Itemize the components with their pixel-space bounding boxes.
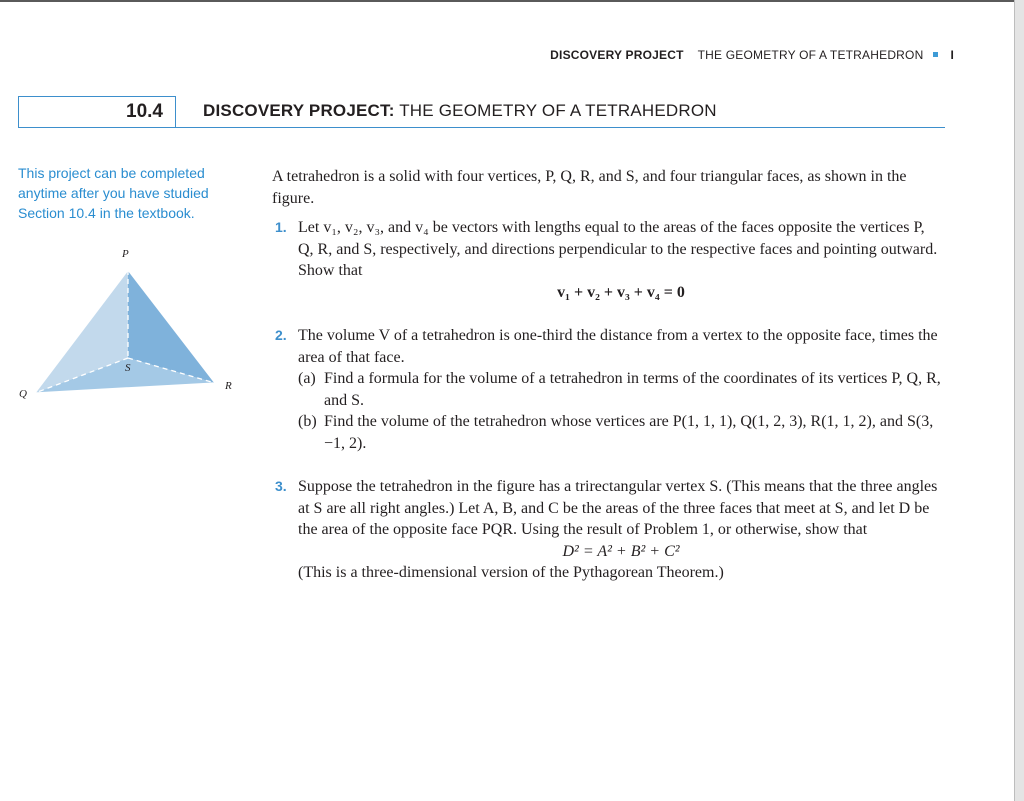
main-content: [272, 166, 944, 584]
running-header: [550, 48, 954, 62]
tetrahedron-figure: [15, 240, 255, 410]
problem-1-text: Let v₁, v₂, v₃, and v₄ be vectors with lengths equal to the areas of the faces opposite the vertices P, Q, R, and S, respectively, and directions perpendicular to the respective faces and pointing outward. Show that: [298, 219, 938, 279]
tetrahedron-svg: [15, 240, 255, 410]
problem-1-number: 1.: [275, 219, 287, 235]
problem-3-number: 3.: [275, 478, 287, 494]
section-title: [203, 101, 717, 121]
problem-2-number: 2.: [275, 327, 287, 343]
vertex-label-p: P: [122, 248, 129, 260]
intro-text: A tetrahedron is a solid with four vertices, P, Q, R, and S, and four triangular faces, as shown in the figure.: [272, 168, 907, 207]
header-project: DISCOVERY PROJECT: [550, 48, 684, 62]
problem-3-equation: D² = A² + B² + C²: [562, 542, 680, 560]
problem-3-text: Suppose the tetrahedron in the figure has a trirectangular vertex S. (This means that the three angles at S are all right angles.) Let A, B, and C be the areas of the three faces that meet at S, and let D be the area of the opposite face PQR. Using the result of Problem 1, or otherwise, show that: [298, 478, 938, 538]
problem-2-text: The volume V of a tetrahedron is one-third the distance from a vertex to the opposite face, times the area of that face.: [298, 327, 938, 366]
problem-3: [272, 476, 944, 584]
margin-note: This project can be completed anytime after you have studied Section 10.4 in the textbook.: [18, 165, 209, 221]
vertex-label-r: R: [225, 380, 232, 392]
problem-2: [272, 325, 944, 454]
part-a-text: Find a formula for the volume of a tetrahedron in terms of the coordinates of its vertices P, Q, R, and S.: [324, 370, 941, 409]
problem-2-part-a: [298, 368, 944, 411]
part-b-text: Find the volume of the tetrahedron whose vertices are P(1, 1, 1), Q(1, 2, 3), R(1, 1, 2), and S(3, −1, 2).: [324, 413, 934, 452]
page-number: I: [950, 48, 954, 62]
part-b-label: (b): [298, 413, 317, 430]
header-title: THE GEOMETRY OF A TETRAHEDRON: [697, 48, 924, 62]
section-label: DISCOVERY PROJECT:: [203, 101, 395, 120]
part-a-label: (a): [298, 370, 316, 387]
header-square-icon: [933, 52, 938, 57]
problem-2-part-b: [298, 411, 944, 454]
problem-1-equation: v₁ + v₂ + v₃ + v₄ = 0: [557, 283, 685, 301]
section-title-bar: [18, 96, 945, 128]
section-title-text: THE GEOMETRY OF A TETRAHEDRON: [399, 101, 717, 120]
section-number: 10.4: [18, 96, 176, 127]
window-top-border: [0, 0, 1024, 2]
vertex-label-s: S: [125, 362, 131, 374]
problem-1: [272, 217, 944, 303]
problem-3-note: (This is a three-dimensional version of the Pythagorean Theorem.): [298, 564, 724, 581]
scrollbar[interactable]: [1014, 0, 1024, 801]
vertex-label-q: Q: [19, 388, 27, 400]
